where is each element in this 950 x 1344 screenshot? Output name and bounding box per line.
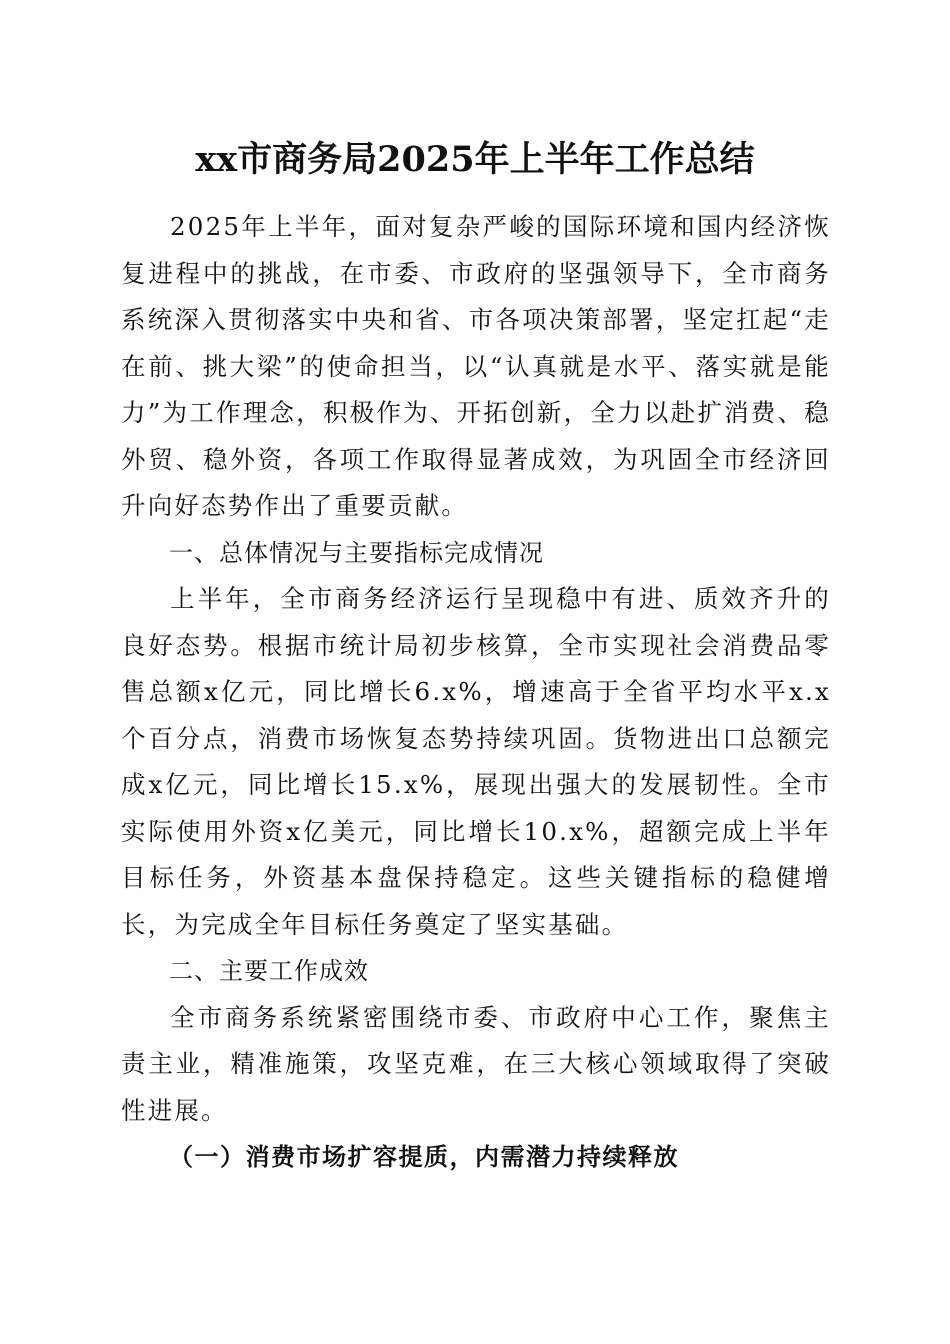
section-1-paragraph: 上半年，全市商务经济运行呈现稳中有进、质效齐升的良好态势。根据市统计局初步核算，全市实现社会消费品零售总额x亿元，同比增长6.x%，增速高于全省平均水平x.x个百分点，消费市场恢复态势持续巩固。货物进出口总额完成x亿元，同比增长15.x%，展现出强大的发展韧性。全市实际使用外资x亿美元，同比增长10.x%，超额完成上半年目标任务，外资基本盘保持稳定。这些关键指标的稳健增长，为完成全年目标任务奠定了坚实基础。: [121, 584, 831, 939]
section-2-paragraph: 全市商务系统紧密围绕市委、市政府中心工作，聚焦主责主业，精准施策，攻坚克难，在三大核心领域取得了突破性进展。: [121, 1002, 831, 1125]
document-title: xx市商务局2025年上半年工作总结: [195, 139, 755, 180]
section-1-heading: 一、总体情况与主要指标完成情况: [169, 538, 544, 567]
intro-paragraph: 2025年上半年，面对复杂严峻的国际环境和国内经济恢复进程中的挑战，在市委、市政府的坚强领导下，全市商务系统深入贯彻落实中央和省、市各项决策部署，坚定扛起“走在前、挑大梁”的使命担当，以“认真就是水平、落实就是能力”为工作理念，积极作为、开拓创新，全力以赴扩消费、稳外贸、稳外资，各项工作取得显著成效，为巩固全市经济回升向好态势作出了重要贡献。: [121, 212, 831, 520]
document-body: [121, 204, 831, 1181]
section-2-heading: 二、主要工作成效: [169, 957, 369, 985]
section-2-subheading-1: （一）消费市场扩容提质，内需潜力持续释放: [169, 1142, 679, 1171]
